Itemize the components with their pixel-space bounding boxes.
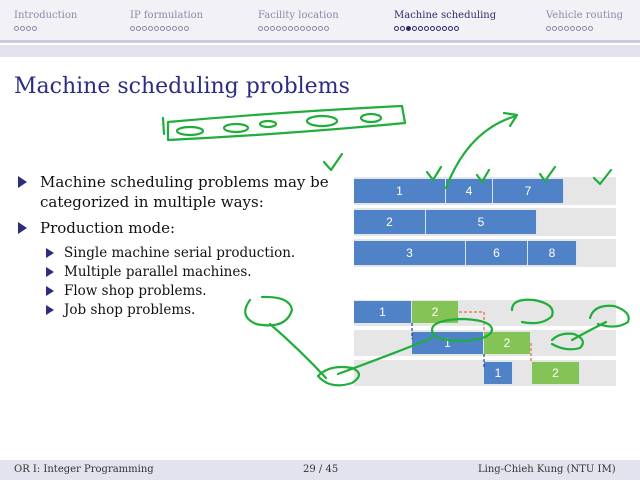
annotation-stroke xyxy=(540,167,555,181)
slide-footer xyxy=(0,460,640,480)
annotation-stroke xyxy=(427,167,441,180)
gantt-job-block: 2 xyxy=(412,301,459,323)
annotation-stroke xyxy=(432,319,492,341)
footer-course-title: OR I: Integer Programming xyxy=(14,464,154,475)
sub-bullet-text: Single machine serial production. xyxy=(64,245,296,261)
gantt-job-block: 3 xyxy=(354,241,466,265)
annotation-stroke xyxy=(324,154,342,170)
bullet-text: Production mode: xyxy=(40,219,176,237)
gantt-job-block: 8 xyxy=(528,241,577,265)
gantt-job-block: 2 xyxy=(484,332,531,354)
annotation-stroke xyxy=(163,118,164,134)
gantt-job-block: 1 xyxy=(484,362,513,384)
annotation-stroke xyxy=(446,116,516,188)
nav-section-label: Facility location xyxy=(258,10,339,21)
annotation-stroke xyxy=(338,338,432,374)
nav-section-label: IP formulation xyxy=(130,10,204,21)
footer-page-number: 29 / 45 xyxy=(303,464,339,475)
annotation-stroke xyxy=(590,306,629,327)
gantt-job-block: 1 xyxy=(412,332,484,354)
nav-section-label: Vehicle routing xyxy=(546,10,624,21)
slide-title: Machine scheduling problems xyxy=(14,74,350,99)
annotation-stroke xyxy=(177,127,203,135)
bullet-text: Machine scheduling problems may be categorized in multiple ways: xyxy=(40,173,329,211)
annotation-stroke xyxy=(245,297,292,325)
footer-author: Ling-Chieh Kung (NTU IM) xyxy=(478,464,616,475)
annotation-stroke xyxy=(361,114,381,122)
gantt-job-block: 5 xyxy=(426,210,537,234)
handwritten-annotations xyxy=(163,106,629,385)
gantt-job-block: 7 xyxy=(493,179,564,203)
gantt-job-block: 1 xyxy=(354,301,412,323)
gantt-job-block: 2 xyxy=(532,362,580,384)
gantt-job-block: 4 xyxy=(446,179,493,203)
sub-bullet-text: Job shop problems. xyxy=(64,302,196,318)
nav-section-label: Introduction xyxy=(14,10,78,21)
annotation-stroke xyxy=(594,170,611,184)
gantt-job-block: 6 xyxy=(466,241,528,265)
sub-bullet-text: Multiple parallel machines. xyxy=(64,264,252,280)
annotation-stroke xyxy=(307,116,337,126)
annotation-stroke xyxy=(270,324,326,378)
gantt-job-block: 2 xyxy=(354,210,426,234)
sub-bullet-text: Flow shop problems. xyxy=(64,283,207,299)
annotation-stroke xyxy=(477,170,489,182)
gantt-job-block: 1 xyxy=(354,179,446,203)
nav-section-label: Machine scheduling xyxy=(394,10,497,21)
annotation-stroke xyxy=(224,124,248,132)
annotation-stroke xyxy=(260,121,276,127)
annotation-stroke xyxy=(512,300,553,323)
